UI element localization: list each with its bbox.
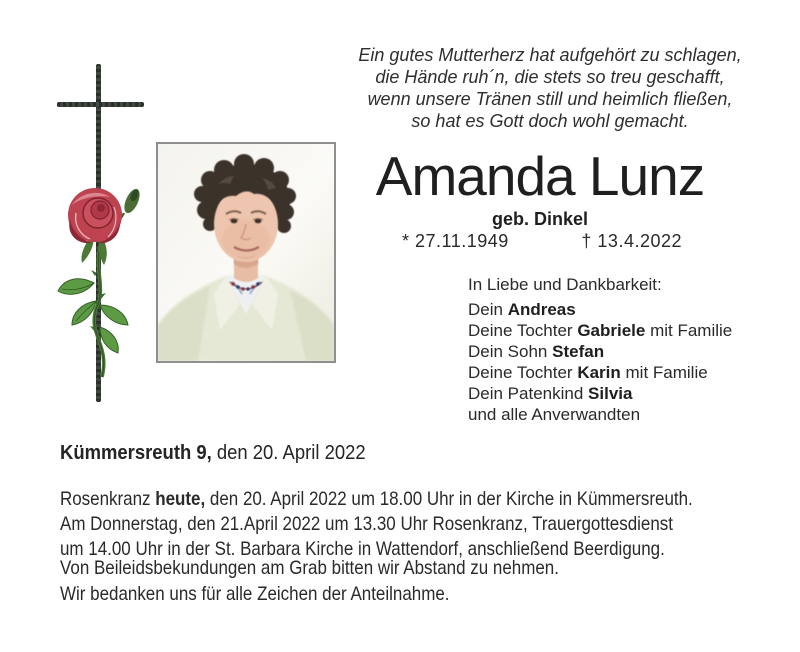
family-row: Deine Tochter Gabriele mit Familie	[468, 321, 733, 340]
family-row: Dein Patenkind Silvia	[468, 384, 633, 403]
death-date: † 13.4.2022	[581, 231, 682, 251]
deceased-name: Amanda Lunz	[375, 145, 705, 207]
funeral-details	[60, 487, 693, 562]
family-row: und alle Anverwandten	[468, 405, 641, 424]
poem-line: die Hände ruh´n, die stets so treu geschafft,	[375, 67, 725, 87]
place-dateline: Kümmersreuth 9, den 20. April 2022	[60, 441, 366, 464]
maiden-name: geb. Dinkel	[491, 209, 589, 229]
rose-icon	[50, 183, 150, 379]
place-name: Kümmersreuth 9,	[60, 441, 212, 464]
family-row: Dein Andreas	[468, 300, 576, 319]
poem-line: Ein gutes Mutterherz hat aufgehört zu schlagen,	[358, 45, 742, 65]
birth-date: * 27.11.1949	[402, 231, 509, 251]
funeral-line: Rosenkranz heute, den 20. April 2022 um 18.00 Uhr in der Kirche in Kümmersreuth.	[60, 488, 693, 510]
portrait-photo	[156, 142, 336, 363]
poem-line: wenn unsere Tränen still und heimlich fließen,	[367, 89, 733, 109]
cross-icon-arm	[57, 102, 144, 107]
family-row: Deine Tochter Karin mit Familie	[468, 363, 708, 382]
condolence-heading: In Liebe und Dankbarkeit:	[468, 275, 662, 294]
poem-line: so hat es Gott doch wohl gemacht.	[411, 111, 689, 131]
funeral-line: um 14.00 Uhr in der St. Barbara Kirche in Wattendorf, anschließend Beerdigung.	[60, 538, 665, 560]
distance-note: Von Beileidsbekundungen am Grab bitten wir Abstand zu nehmen.	[60, 557, 559, 579]
family-row: Dein Sohn Stefan	[468, 342, 605, 361]
memorial-poem	[332, 44, 768, 132]
life-dates	[402, 231, 682, 252]
funeral-line: Am Donnerstag, den 21.April 2022 um 13.30 Uhr Rosenkranz, Trauergottesdienst	[60, 513, 673, 535]
family-list	[468, 299, 732, 425]
thanks-note: Wir bedanken uns für alle Zeichen der Anteilnahme.	[60, 583, 450, 605]
